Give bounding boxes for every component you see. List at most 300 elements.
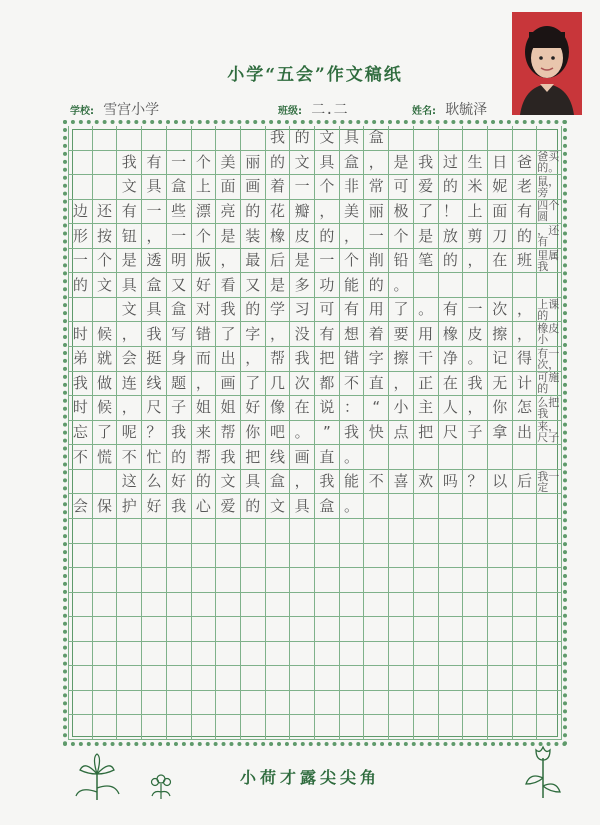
grid-cell [488,273,513,298]
grid-cell: 么把我 [537,396,562,421]
grid-cell: 个 [192,151,217,176]
grid-cell [439,568,464,593]
grid-cell [266,715,291,740]
grid-cell [537,445,562,470]
grid-cell: 是 [266,273,291,298]
grid-cell: ， [463,396,488,421]
grid-cell [389,593,414,618]
grid-cell: 不 [117,445,142,470]
grid-cell [241,519,266,544]
grid-cell [537,544,562,569]
grid-cell [93,175,118,200]
grid-cell: 无 [488,372,513,397]
grid-cell [241,691,266,716]
grid-cell [315,715,340,740]
grid-cell [439,494,464,519]
grid-cell [439,617,464,642]
grid-cell: 候 [93,322,118,347]
grid-cell: 没 [290,322,315,347]
grid-cell [463,494,488,519]
grid-cell: 我 [216,298,241,323]
grid-cell [167,519,192,544]
grid-cell: 有 [340,298,365,323]
grid-cell [142,544,167,569]
grid-cell: 好 [241,396,266,421]
class-field [278,99,348,119]
grid-cell: 擦 [488,322,513,347]
grid-cell: 爱 [216,494,241,519]
grid-cell: 。 [340,445,365,470]
grid-cell [414,519,439,544]
grid-cell [241,544,266,569]
grid-cell [216,568,241,593]
grid-cell [364,593,389,618]
grid-cell: 具 [117,273,142,298]
grid-cell: 小 [389,396,414,421]
grid-cell: 按 [93,224,118,249]
grid-cell [488,715,513,740]
grid-cell: 削 [364,249,389,274]
grid-cell: ， [192,372,217,397]
grid-cell: 直 [364,372,389,397]
grid-cell [142,519,167,544]
grid-cell [266,593,291,618]
grid-cell: 子 [167,396,192,421]
grid-cell: ， [389,372,414,397]
grid-cell: 快 [364,421,389,446]
grid-cell: 后 [513,470,538,495]
grid-cell [439,273,464,298]
grid-cell: 挺 [142,347,167,372]
grid-cell [537,568,562,593]
grid-cell [216,519,241,544]
grid-cell [117,568,142,593]
grid-cell [68,617,93,642]
grid-cell [93,470,118,495]
grid-cell [340,544,365,569]
school-value: 雪宫小学 [103,102,160,118]
grid-cell [537,642,562,667]
grid-cell: 后 [266,249,291,274]
grid-cell: 我 [414,151,439,176]
grid-cell [290,593,315,618]
grid-cell: 盒 [340,151,365,176]
grid-cell [315,691,340,716]
grid-cell [142,642,167,667]
grid-cell [439,544,464,569]
school-label: 学校: [70,106,94,117]
grid-cell: 帮 [266,347,291,372]
grid-cell: “ [364,396,389,421]
grid-cell [463,519,488,544]
grid-cell [463,568,488,593]
grid-cell: 皮 [463,322,488,347]
grid-cell [364,617,389,642]
grid-cell: 我 [68,372,93,397]
grid-cell [513,544,538,569]
grid-cell: 可 [315,298,340,323]
grid-cell: 画 [241,175,266,200]
grid-cell: 对 [192,298,217,323]
grid-cell: 错 [192,322,217,347]
grid-cell: 有 [513,200,538,225]
grid-cell: 具 [340,126,365,151]
grid-cell: ？ [142,421,167,446]
grid-cell [192,593,217,618]
grid-cell: 用 [364,298,389,323]
footer-slogan: 小荷才露尖尖角 [239,768,380,787]
name-field [412,99,487,119]
grid-cell [389,445,414,470]
grid-cell: 看 [216,273,241,298]
grid-cell [266,691,291,716]
grid-cell: 非 [340,175,365,200]
grid-cell [463,666,488,691]
grid-cell [68,470,93,495]
grid-cell: 保 [93,494,118,519]
grid-cell [167,568,192,593]
grid-cell: 漂 [192,200,217,225]
grid-cell: 装 [241,224,266,249]
grid-cell: 用 [414,322,439,347]
grid-cell: 要 [389,322,414,347]
grid-cell [414,715,439,740]
grid-cell [488,544,513,569]
grid-cell [93,666,118,691]
grid-cell: 我 [340,421,365,446]
grid-cell: 会 [117,347,142,372]
grid-cell: ！ [439,200,464,225]
grid-cell [537,715,562,740]
grid-cell: 爸买的。 [537,151,562,176]
grid-cell [513,568,538,593]
grid-cell: 班 [513,249,538,274]
grid-cell: 不 [364,470,389,495]
grid-cell: 的 [364,273,389,298]
grid-cell [414,691,439,716]
grid-cell [488,494,513,519]
grid-cell [389,642,414,667]
grid-cell: 就 [93,347,118,372]
grid-cell [93,126,118,151]
grid-cell: 一 [463,298,488,323]
grid-cell [167,666,192,691]
grid-cell [414,494,439,519]
grid-cell [513,593,538,618]
grid-cell [93,544,118,569]
grid-cell [488,519,513,544]
grid-cell: 文 [93,273,118,298]
grid-cell [513,642,538,667]
grid-cell: 出 [216,347,241,372]
name-label: 姓名: [412,106,436,117]
grid-cell [266,642,291,667]
grid-cell: 文 [266,494,291,519]
grid-cell: 透 [142,249,167,274]
grid-cell: 画 [216,372,241,397]
grid-cell [414,568,439,593]
grid-cell [167,642,192,667]
grid-cell [537,519,562,544]
grid-cell: 这 [117,470,142,495]
grid-cell [93,298,118,323]
grid-cell: 可施的 [537,372,562,397]
grid-cell: 把 [414,421,439,446]
grid-cell [513,666,538,691]
grid-cell: 以 [488,470,513,495]
grid-cell: 。 [340,494,365,519]
grid-cell [117,126,142,151]
grid-cell: 我 [216,445,241,470]
small-flower-icon [148,770,174,800]
grid-cell: 盒 [364,126,389,151]
grid-cell: 么 [142,470,167,495]
class-label: 班级: [278,106,302,117]
grid-cell: 妮 [488,175,513,200]
grid-cell: ， [117,396,142,421]
grid-cell: 上 [463,200,488,225]
tulip-flower-icon [522,744,564,799]
grid-cell: 身 [167,347,192,372]
grid-cell [364,445,389,470]
grid-cell [463,715,488,740]
grid-cell: 怎 [513,396,538,421]
grid-cell: 一 [290,175,315,200]
grid-cell [488,666,513,691]
grid-cell [266,544,291,569]
grid-cell [364,691,389,716]
grid-cell: 写 [167,322,192,347]
grid-cell: 姐 [216,396,241,421]
grid-cell: ， [513,298,538,323]
grid-cell: 连 [117,372,142,397]
grid-cell: 来 [192,421,217,446]
grid-cell [117,593,142,618]
grid-cell: 放 [439,224,464,249]
grid-cell [537,126,562,151]
grid-cell: 笔 [414,249,439,274]
grid-cell: 具 [315,151,340,176]
grid-cell: 能 [340,470,365,495]
grid-cell [537,691,562,716]
grid-cell: 的 [290,126,315,151]
grid-cell: 具 [142,298,167,323]
grid-cell [414,593,439,618]
grid-cell: 钮 [117,224,142,249]
grid-cell: 次 [290,372,315,397]
grid-cell [167,593,192,618]
grid-cell [93,568,118,593]
grid-cell [290,715,315,740]
grid-cell [315,544,340,569]
grid-cell [117,715,142,740]
grid-cell: 子 [463,421,488,446]
grid-cell: 的 [167,445,192,470]
grid-cell: 像 [266,396,291,421]
grid-cell [513,494,538,519]
grid-cell: 有 [439,298,464,323]
grid-cell: 是 [414,224,439,249]
grid-cell [463,691,488,716]
grid-cell: 好 [192,273,217,298]
grid-cell: 正 [414,372,439,397]
grid-cell: 我 [463,372,488,397]
grid-cell: 剪 [463,224,488,249]
grid-cell: 人 [439,396,464,421]
grid-cell: 好 [142,494,167,519]
grid-cell [537,617,562,642]
grid-cell: 护 [117,494,142,519]
grid-cell: 在 [439,372,464,397]
lily-flower-icon [70,752,125,802]
grid-cell [167,126,192,151]
grid-cell [389,666,414,691]
grid-cell [117,519,142,544]
name-value: 耿毓泽 [445,102,488,118]
grid-cell: 橡皮小 [537,322,562,347]
grid-cell: 了 [414,200,439,225]
grid-cell: 极 [389,200,414,225]
grid-cell [142,617,167,642]
grid-cell [167,617,192,642]
grid-cell [364,544,389,569]
grid-cell: 都 [315,372,340,397]
grid-cell: 题 [167,372,192,397]
grid-cell: 是 [216,224,241,249]
grid-cell: 在 [290,396,315,421]
grid-cell [216,715,241,740]
grid-cell: 是 [290,249,315,274]
grid-cell [364,494,389,519]
grid-cell: 吧 [266,421,291,446]
grid-cell: 来，尺子 [537,421,562,446]
grid-cell [414,642,439,667]
grid-cell: 盒 [266,470,291,495]
grid-cell [513,715,538,740]
grid-cell: 呢 [117,421,142,446]
grid-cell: 上课的 [537,298,562,323]
grid-cell: 美 [216,151,241,176]
grid-cell: ， [266,322,291,347]
grid-cell: 具 [290,494,315,519]
grid-cell: ， [315,200,340,225]
grid-cell: 做 [93,372,118,397]
grid-cell: 把 [241,445,266,470]
grid-cell: 我 [315,470,340,495]
grid-cell: ， [290,470,315,495]
grid-cell [389,715,414,740]
grid-cell: 常 [364,175,389,200]
grid-cell: ，还有 [537,224,562,249]
grid-cell: 我 [290,347,315,372]
grid-cell: 橡 [439,322,464,347]
school-field [70,99,159,119]
grid-cell: 次 [488,298,513,323]
grid-cell [463,126,488,151]
grid-cell: 的 [68,273,93,298]
grid-cell: 丽 [241,151,266,176]
grid-cell [315,617,340,642]
grid-cell: 又 [167,273,192,298]
grid-cell [315,519,340,544]
grid-cell: 过 [439,151,464,176]
grid-cell: 干 [414,347,439,372]
grid-cell: 时 [68,322,93,347]
grid-cell [414,617,439,642]
grid-cell: 候 [93,396,118,421]
grid-cell [241,593,266,618]
grid-cell [241,568,266,593]
grid-cell [537,494,562,519]
grid-cell [142,593,167,618]
grid-cell [216,617,241,642]
grid-cell: 字 [364,347,389,372]
grid-cell: 一 [167,224,192,249]
grid-cell: 的 [192,470,217,495]
grid-cell [488,126,513,151]
grid-cell: 了 [216,322,241,347]
grid-cell [513,519,538,544]
grid-cell [192,617,217,642]
grid-cell [513,126,538,151]
grid-cell: 线 [142,372,167,397]
grid-cell [340,715,365,740]
grid-cell [266,617,291,642]
grid-cell: 忙 [142,445,167,470]
grid-cell [439,715,464,740]
grid-cell: 字 [241,322,266,347]
grid-cell: 生 [463,151,488,176]
grid-cell: 得 [513,347,538,372]
grid-cell: 心 [192,494,217,519]
grid-cell: 了 [241,372,266,397]
grid-cell: 的 [439,175,464,200]
grid-cell: 盒 [142,273,167,298]
grid-cell [513,617,538,642]
grid-cell: 明 [167,249,192,274]
grid-cell [216,126,241,151]
grid-cell: 具 [241,470,266,495]
grid-cell: ， [340,224,365,249]
grid-cell: 的 [315,224,340,249]
grid-cell: 亮 [216,200,241,225]
grid-cell [142,666,167,691]
grid-cell: ， [513,322,538,347]
grid-cell: 日 [488,151,513,176]
grid-cell [463,273,488,298]
student-photo [512,12,582,115]
grid-cell: 个 [192,224,217,249]
grid-cell [142,126,167,151]
grid-cell: 会 [68,494,93,519]
grid-cell: ， [463,249,488,274]
grid-cell: 花 [266,200,291,225]
grid-cell [340,519,365,544]
grid-cell: ， [241,347,266,372]
grid-cell: ， [142,224,167,249]
grid-cell [488,642,513,667]
grid-cell [439,642,464,667]
grid-cell: 面 [488,200,513,225]
essay-grid [68,126,562,740]
grid-cell: 多 [290,273,315,298]
grid-cell: 个 [93,249,118,274]
grid-cell [463,445,488,470]
grid-cell: 瓣 [290,200,315,225]
grid-cell [364,568,389,593]
class-value: 二.二 [311,102,348,118]
grid-cell: 皮 [290,224,315,249]
